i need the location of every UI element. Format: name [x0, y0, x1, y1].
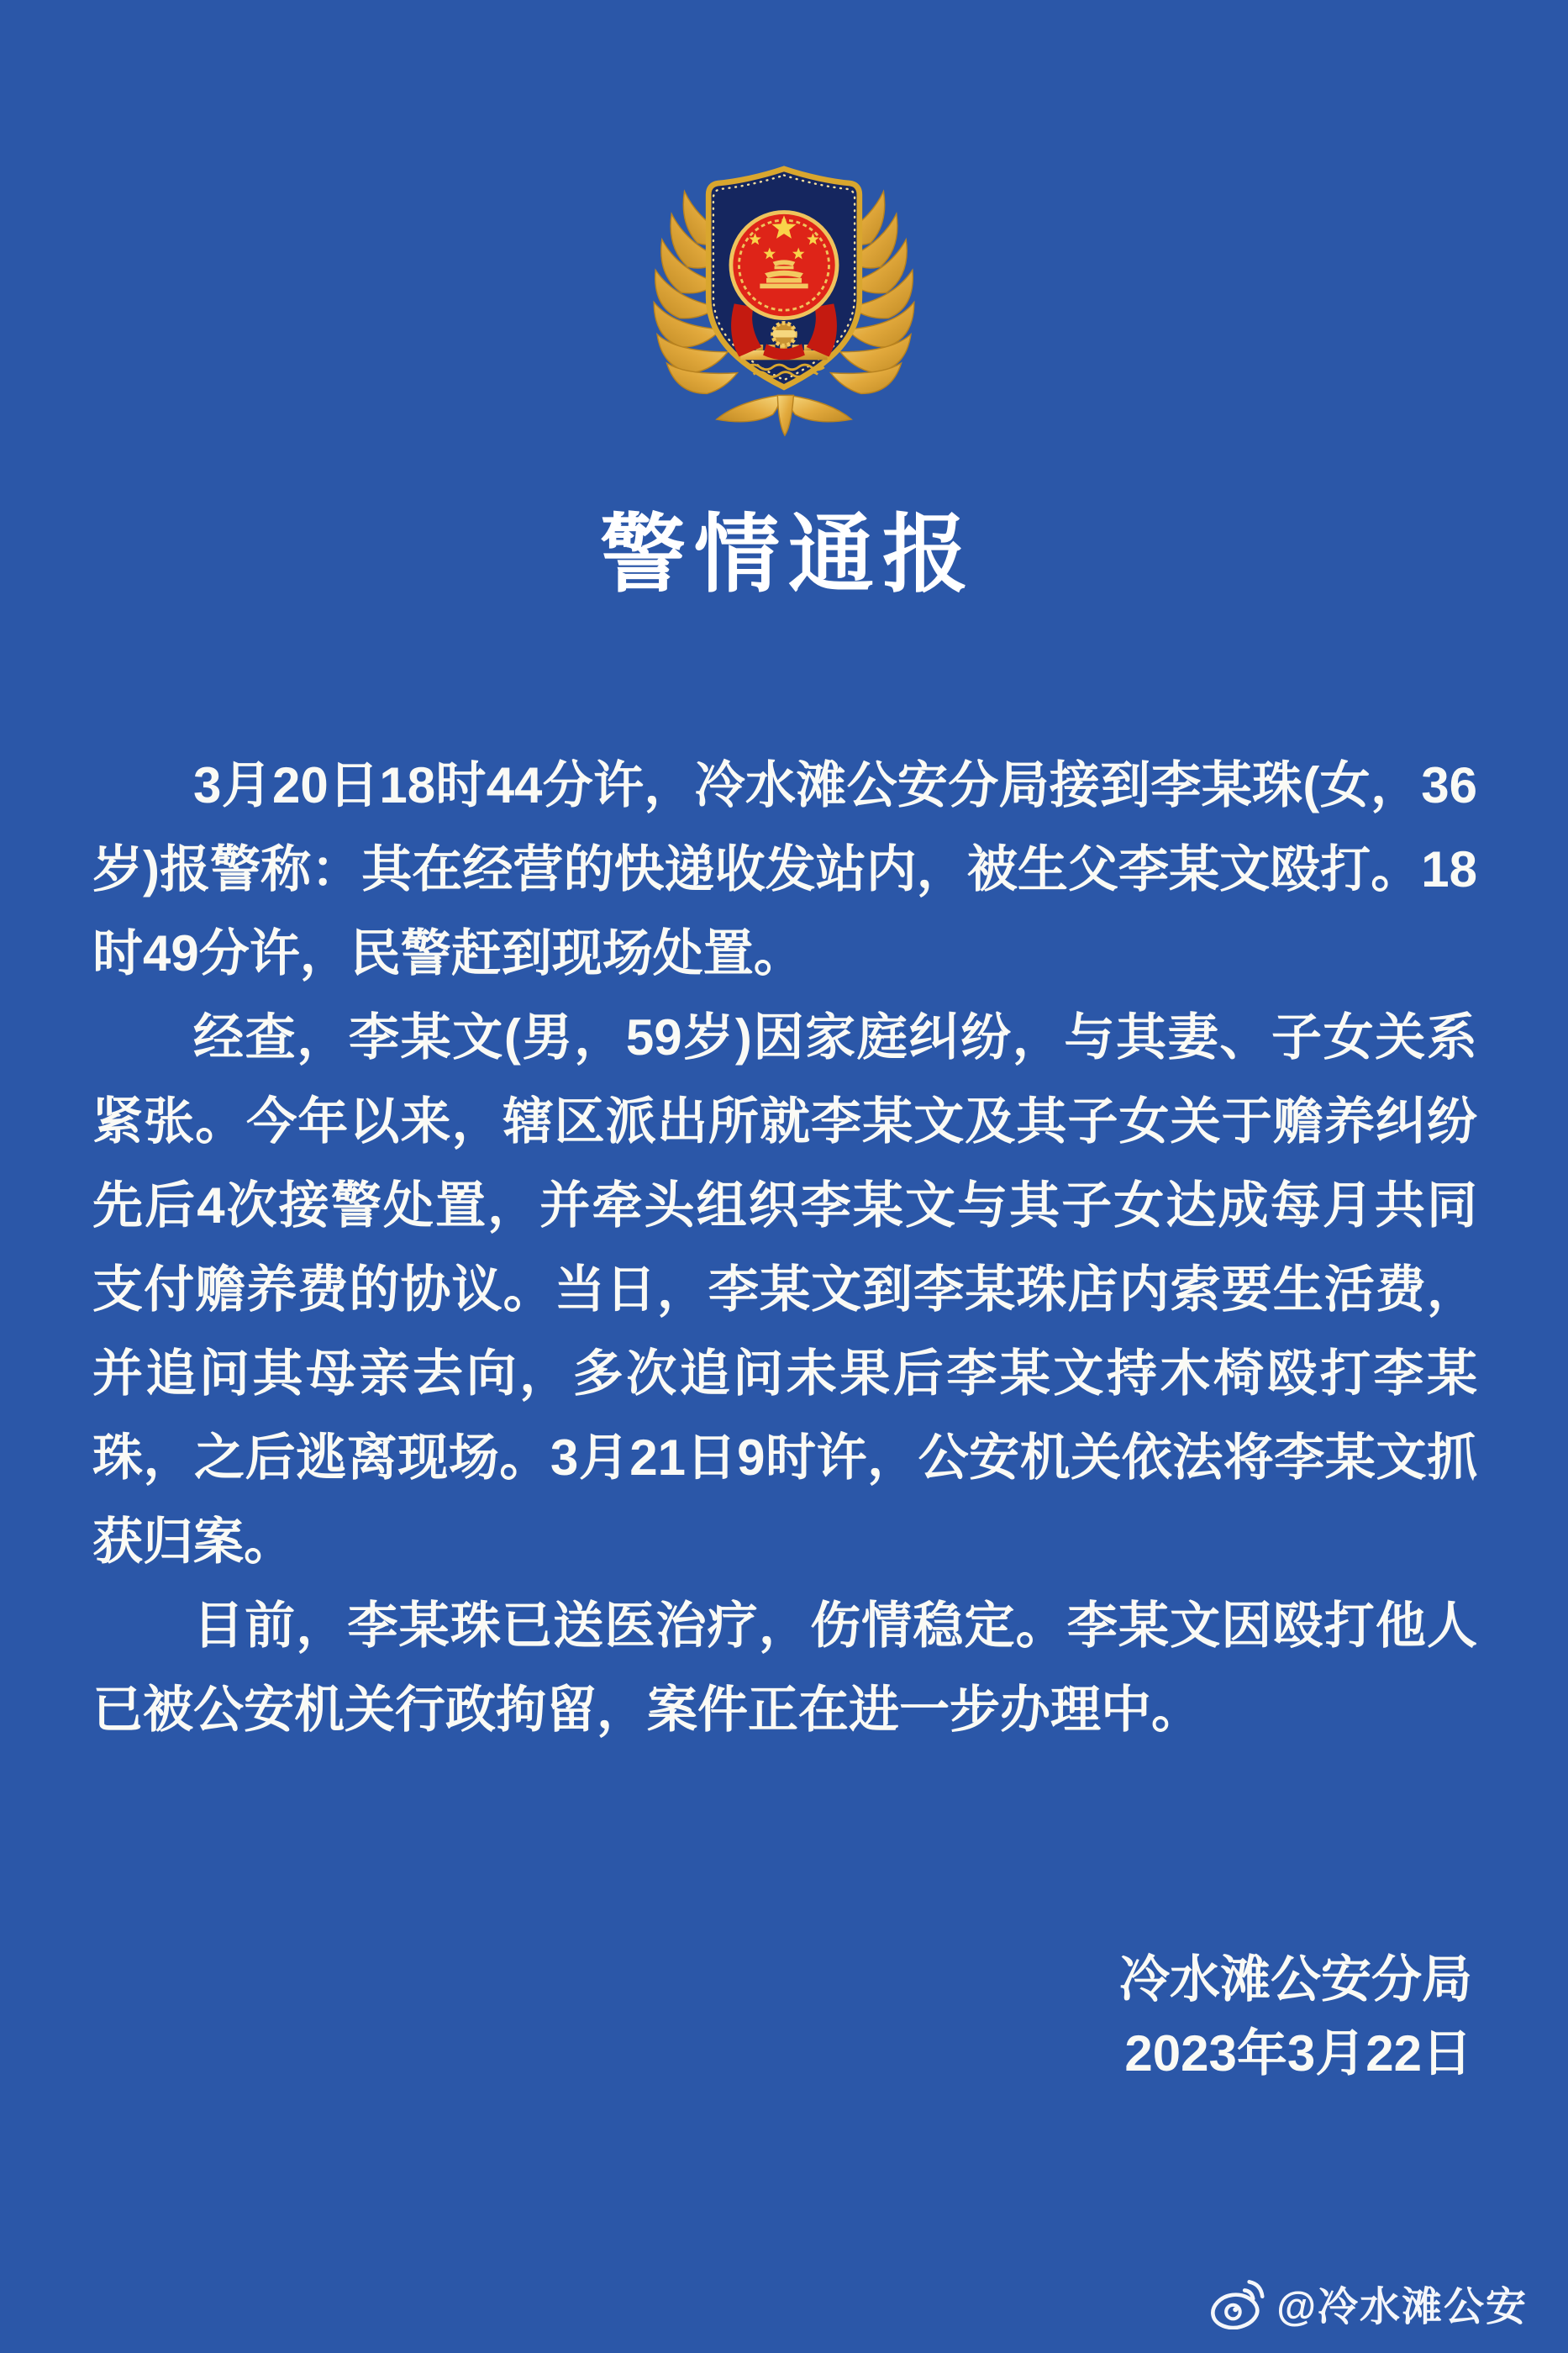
- police-badge-icon: [639, 145, 929, 442]
- notice-body: [92, 744, 1477, 1752]
- signature-agency: 冷水滩公安分局: [1119, 1951, 1472, 2008]
- weibo-icon: [1209, 2277, 1265, 2329]
- paragraph-2: 经查，李某文(男，59岁)因家庭纠纷，与其妻、子女关系紧张。今年以来，辖区派出所就李某文及其子女关于赡养纠纷先后4次接警处置，并牵头组织李某文与其子女达成每月共同支付赡养费的协议。当日，李某文到李某珠店内索要生活费，并追问其母亲去向，多次追问未果后李某文持木椅殴打李某珠，之后逃离现场。3月21日9时许，公安机关依法将李某文抓获归案。: [92, 1009, 1477, 1570]
- weibo-watermark: [1209, 2274, 1528, 2332]
- paragraph-3: 目前，李某珠已送医治疗，伤情稳定。李某文因殴打他人已被公安机关行政拘留，案件正在进一步办理中。: [92, 1598, 1477, 1738]
- wreath-center-tail: [777, 395, 793, 435]
- notice-title: 警情通报: [600, 507, 976, 603]
- signature-date: 2023年3月22日: [1124, 2025, 1472, 2082]
- paragraph-1: 3月20日18时44分许，冷水滩公安分局接到李某珠(女，36岁)报警称：其在经营的快递收发站内，被生父李某文殴打。18时49分许，民警赶到现场处置。: [92, 757, 1477, 982]
- signature-block: [92, 1943, 1472, 2091]
- weibo-handle: @冷水滩公安: [1276, 2285, 1528, 2329]
- handshake: [773, 330, 796, 338]
- police-badge-emblem: [639, 145, 929, 442]
